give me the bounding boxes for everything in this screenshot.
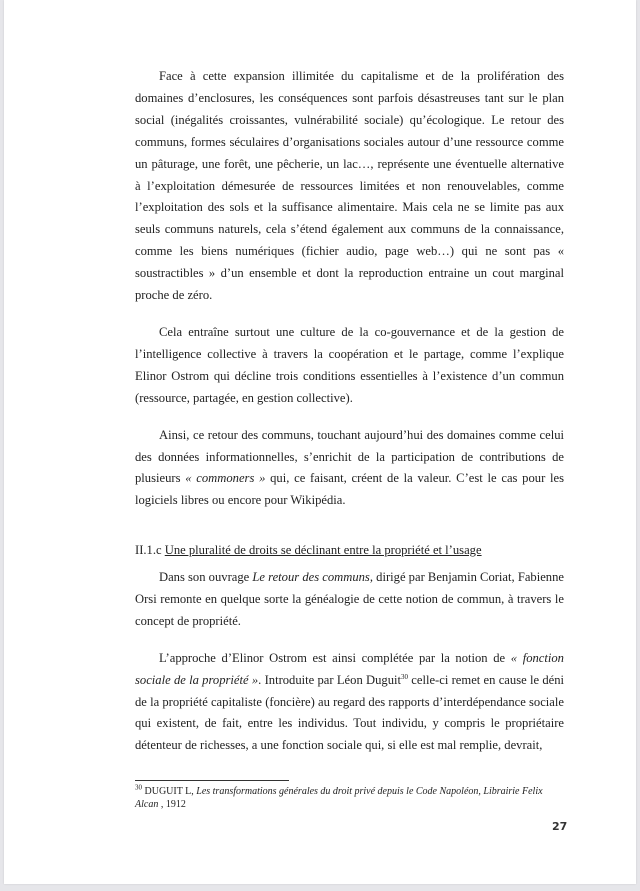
- footnote-year: , 1912: [158, 798, 186, 810]
- italic-term: « fonction sociale de la propriété »: [135, 650, 564, 687]
- section-body-1: [135, 66, 564, 512]
- footnote-reference[interactable]: 30: [401, 672, 409, 681]
- paragraph-coriat-orsi: [135, 567, 564, 633]
- text-run: . Introduite par Léon Duguit: [258, 672, 402, 687]
- paragraph-co-governance: Cela entraîne surtout une culture de la co-gouvernance et de la gestion de l’intelligence collective à travers la coopération et le partage, comme l’explique Elinor Ostrom qui décline trois conditions essentielles à l’existence d’un commun (ressource, partagée, en gestion collective).: [135, 324, 564, 405]
- section-number: II.1.c: [135, 543, 165, 557]
- footnote-divider: [135, 780, 289, 781]
- italic-term: « commoners »: [185, 471, 266, 486]
- footnote-author: DUGUIT L,: [142, 786, 197, 797]
- text-run: L’approche d’Elinor Ostrom est ainsi complétée par la notion de: [159, 650, 511, 665]
- section-body-2: [135, 567, 564, 757]
- paragraph-commoners: [135, 425, 564, 513]
- book-title: Le retour des communs,: [252, 570, 373, 584]
- section-heading: [135, 539, 482, 561]
- text-run: Dans son ouvrage: [159, 570, 253, 584]
- document-page: [4, 0, 636, 884]
- footnote-title: Les transformations générales du droit privé depuis le Code Napoléon, Librairie Felix Alcan: [135, 786, 543, 810]
- page-number: 27: [552, 820, 568, 833]
- paragraph-social-function: [135, 648, 564, 758]
- footnote: [135, 783, 555, 811]
- footnote-number: 30: [135, 783, 142, 792]
- text-run: Ainsi, ce retour des communs, touchant aujourd’hui des domaines comme celui des données informationnelles, s’enrichit de la participation de contributions de plusieurs: [135, 427, 564, 486]
- text-run: dirigé par Benjamin Coriat, Fabienne Orsi remonte en quelque sorte la généalogie de cette notion de commun, à travers le concept de propriété.: [135, 570, 564, 628]
- text-run: qui, ce faisant, créent de la valeur. C’est le cas pour les logiciels libres ou encore pour Wikipédia.: [135, 471, 565, 508]
- text-run: celle-ci remet en cause le déni de la propriété capitaliste (foncière) au regard des rapports d’interdépendance sociale qui existent, de fait, entre les individus. Tout individu, y compris le propriétaire détenteur de richesses, a une fonction sociale qui, si elle est mal remplie, devrait,: [135, 672, 564, 753]
- paragraph-commons-expansion: Face à cette expansion illimitée du capitalisme et de la prolifération des domaines d’enclosures, les conséquences sont parfois désastreuses tant sur le plan social (inégalités croissantes, vulnérabilité sociale) qu’écologique. Le retour des communs, formes séculaires d’organisations sociales autour d’une ressource comme un pâturage, une forêt, une pêcherie, un lac…, représente une éventuelle alternative à l’exploitation démesurée de ressources limitées et non renouvelables, comme l’exploitation des sols et la suffisance alimentaire. Mais cela ne se limite pas aux seuls communs naturels, cela s’étend également aux communs de la connaissance, comme les biens numériques (fichier audio, page web…) qui ne sont pas « soustractibles » d’un ensemble et dont la reproduction entraine un cout marginal proche de zéro.: [135, 69, 564, 303]
- section-title: Une pluralité de droits se déclinant entre la propriété et l’usage: [164, 543, 482, 557]
